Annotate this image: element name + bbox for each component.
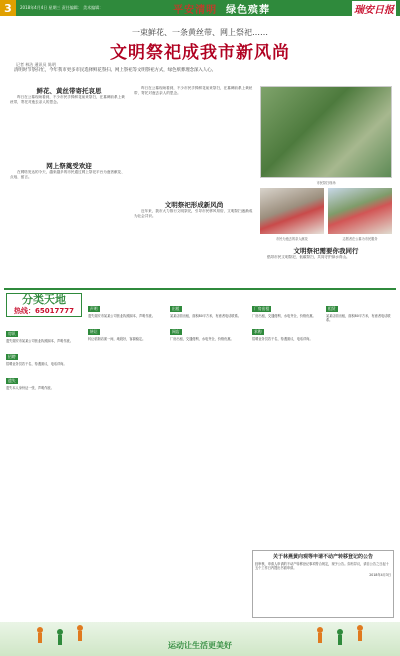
category-label: 招聘 [8, 354, 16, 360]
notice-title: 关于林燕黄向观等申请不动产转移登记的公告 [272, 554, 373, 560]
page-meta: 2018年4月4日 星期三 责任编辑： 美术编辑： [20, 5, 104, 10]
notice-date: 2018年4月3日 [369, 572, 391, 577]
section-label: 平安清明 [173, 4, 218, 16]
section-heading: 网上祭奠受欢迎 [46, 162, 92, 170]
category-label: 租赁 [328, 306, 336, 311]
category-label: 遗失 [8, 377, 16, 383]
section-body: 倡导市民文明祭祀、低碳祭扫，共同守护绿水青山。 [267, 255, 350, 259]
classified-col-1 [6, 320, 82, 616]
masthead [0, 0, 400, 16]
page-number: 3 [0, 0, 16, 16]
photo-caption: 市民为逝去的亲人献花 [276, 237, 308, 241]
section-body: 昨日在公墓现场看到，不少市民手捧鲜花前来祭扫，在墓碑前系上黄丝带，寄托对逝去亲人的思念。 [10, 95, 125, 104]
section-heading: 文明祭祀需要你我同行 [293, 247, 359, 255]
section-heading: 鲜花、黄丝带寄托哀思 [36, 87, 102, 95]
category-label: 出租 [172, 306, 180, 311]
article-headline: 文明祭祀成我市新风尚 [110, 43, 290, 63]
classified-col-4 [252, 295, 322, 545]
property-notice [252, 550, 394, 618]
classified-col-3 [170, 295, 246, 615]
classified-col-5 [326, 295, 394, 545]
classified-entry: 厂房出租，交通便利，水电齐全，价格优惠。 [170, 337, 234, 342]
section-body: 在网络发达的今天，越来越多的市民通过网上祭祀平台为逝者献花、点烛、留言。 [10, 170, 125, 179]
newspaper-logo: 瑞安日报 [352, 1, 396, 16]
article-col-2 [134, 86, 254, 282]
classified-entry: 厂房出租，交通便利，水电齐全，价格优惠。 [252, 314, 316, 318]
article-lead: 清明时节祭扫忙，今年我市更多市民选择鲜花祭扫、网上祭祀等文明祭祀方式，绿色殡葬理念深入人心。 [14, 68, 216, 73]
section-body: 昨日在公墓现场看到，不少市民手捧鲜花前来祭扫，在墓碑前系上黄丝带，寄托对逝去亲人的思念。 [134, 86, 253, 95]
classified-header-box [6, 293, 82, 317]
category-label: 网店 [172, 329, 180, 335]
category-label: 声明 [90, 306, 98, 311]
classified-entry: 遗失本人身份证一张，声明作废。 [6, 385, 54, 390]
classified-entry: 遗失瑞安市某某公司营业执照副本，声明作废。 [6, 339, 73, 343]
category-label: 求购 [254, 329, 262, 335]
article-col-3 [260, 246, 392, 282]
article-byline: 记者 林洁 通讯员 陈明 [16, 62, 56, 67]
classified-phone: 热线：65017777 [14, 307, 74, 315]
classified-entry: 招聘业务员若干名，待遇面议，电话详询。 [6, 362, 67, 367]
footer-slogan: 运动让生活更美好 [168, 641, 232, 650]
classified-col-2 [88, 295, 164, 615]
photo-main [260, 86, 392, 178]
classified-entry: 某某店面出租，面积80平方米，有意者电话联系。 [170, 314, 241, 318]
classified-entry: 遗失瑞安市某某公司营业执照副本，声明作废。 [88, 314, 155, 318]
article-col-1 [10, 86, 128, 282]
notice-text: 经审核，申请人申请的不动产转移登记事项符合规定，现予公告。如有异议，请自公告之日起十五个工作日内提出书面申请。 [255, 562, 389, 571]
classified-entry: 某某店面出租，面积80平方米，有意者电话联系。 [326, 314, 391, 323]
category-label: 转让 [90, 329, 98, 335]
section-accent: 绿色殡葬 [226, 4, 271, 16]
photo-tertiary [328, 188, 392, 234]
section-body: 近年来，我市大力推行文明祭祀，引导市民移风易俗，文明祭扫逐渐成为社会共识。 [134, 209, 253, 218]
classified-entry: 招聘业务员若干名，待遇面议，电话详询。 [252, 337, 313, 342]
photo-caption: 志愿者在公墓为市民服务 [342, 237, 378, 241]
section-heading: 文明祭祀形成新风尚 [164, 201, 224, 209]
classified-entry: 转让临街店面一间，地段好，客源稳定。 [88, 337, 146, 342]
section-title [173, 1, 270, 16]
photo-secondary [260, 188, 324, 234]
category-label: 房讯 [8, 331, 16, 336]
photo-caption: 市民祭扫现场 [316, 181, 336, 185]
classified-title: 分类天地 [22, 293, 66, 306]
article-subhead: 一束鲜花、一条黄丝带、网上祭祀…… [132, 28, 268, 37]
category-label: 厂房出租 [254, 306, 270, 311]
